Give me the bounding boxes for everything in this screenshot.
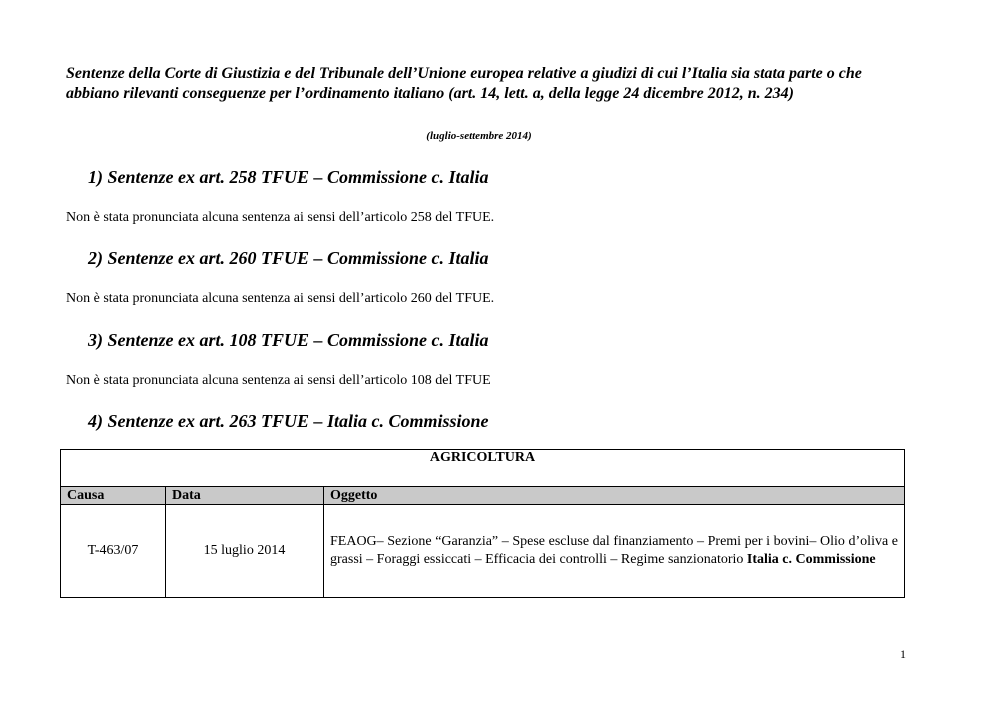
document-period: (luglio-settembre 2014) xyxy=(426,130,532,142)
section-heading-258: 1) Sentenze ex art. 258 TFUE – Commissione c. Italia xyxy=(88,167,489,187)
judgments-table xyxy=(60,449,905,598)
column-header-data: Data xyxy=(166,487,324,505)
column-header-oggetto: Oggetto xyxy=(324,487,905,505)
oggetto-parties: Italia c. Commissione xyxy=(746,552,876,567)
page-number: 1 xyxy=(900,647,906,661)
cell-data: 15 luglio 2014 xyxy=(166,505,324,598)
column-header-causa: Causa xyxy=(61,487,166,505)
cell-causa: T-463/07 xyxy=(61,505,166,598)
document-title: Sentenze della Corte di Giustizia e del Tribunale dell’Unione europea relative a giudizi di cui l’Italia sia stata parte o che abbiano rilevanti conseguenze per l’ordinamento italiano (art. 14, lett. a, della legge 24 dicembre 2012, n. 234) xyxy=(66,65,862,102)
section-text-108: Non è stata pronunciata alcuna sentenza ai sensi dell’articolo 108 del TFUE xyxy=(66,373,491,388)
section-heading-263: 4) Sentenze ex art. 263 TFUE – Italia c. Commissione xyxy=(88,411,489,431)
section-text-260: Non è stata pronunciata alcuna sentenza ai sensi dell’articolo 260 del TFUE. xyxy=(66,291,495,306)
cell-oggetto xyxy=(324,505,905,598)
table-category: AGRICOLTURA xyxy=(61,450,905,487)
table-category-row xyxy=(61,450,905,487)
section-text-258: Non è stata pronunciata alcuna sentenza ai sensi dell’articolo 258 del TFUE. xyxy=(66,210,495,225)
table-header-row xyxy=(61,487,905,505)
section-heading-260: 2) Sentenze ex art. 260 TFUE – Commissione c. Italia xyxy=(88,248,489,268)
section-heading-108: 3) Sentenze ex art. 108 TFUE – Commissione c. Italia xyxy=(88,330,489,350)
oggetto-text: FEAOG– Sezione “Garanzia” – Spese escluse dal finanziamento – Premi per i bovini– Olio d’oliva e grassi – Foraggi essiccati – Efficacia dei controlli – Regime sanzionatorio xyxy=(330,534,898,567)
table-row xyxy=(61,505,905,598)
